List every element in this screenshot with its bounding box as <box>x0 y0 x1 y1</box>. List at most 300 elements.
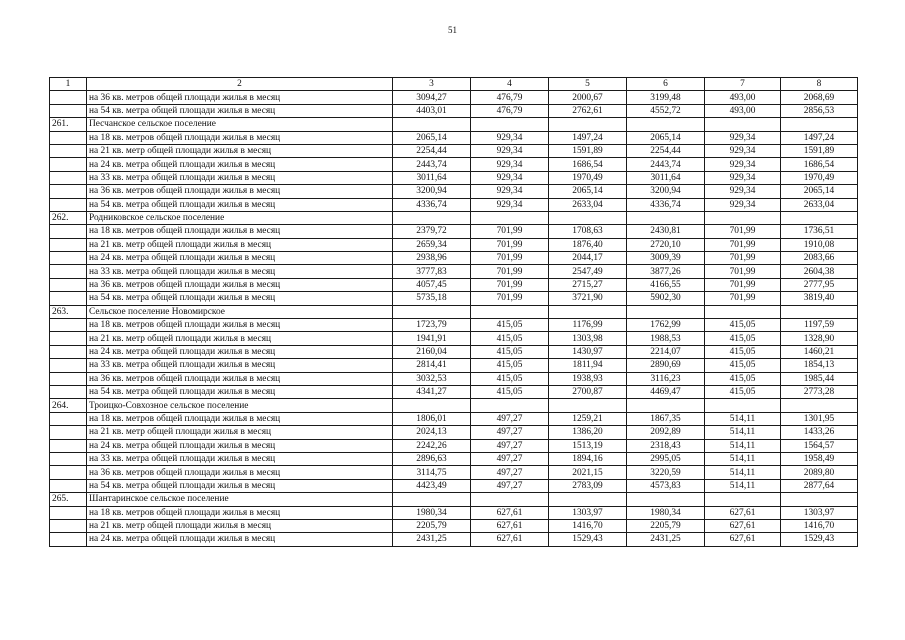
settlement-name: Сельское поселение Новомирское <box>87 305 393 318</box>
table-row <box>50 144 858 157</box>
value-cell-col-6: 4469,47 <box>627 385 705 398</box>
empty-cell <box>393 211 471 224</box>
area-description: на 24 кв. метра общей площади жилья в месяц <box>87 533 393 546</box>
value-cell-col-5: 1303,97 <box>549 506 627 519</box>
table-row <box>50 252 858 265</box>
area-description: на 36 кв. метров общей площади жилья в месяц <box>87 278 393 291</box>
value-cell-col-4: 415,05 <box>471 359 549 372</box>
empty-cell <box>549 493 627 506</box>
value-cell-col-7: 415,05 <box>705 372 781 385</box>
value-cell-col-3: 3011,64 <box>393 171 471 184</box>
empty-cell <box>50 345 87 358</box>
value-cell-col-6: 4552,72 <box>627 104 705 117</box>
table-header-row <box>50 78 858 91</box>
area-description: на 21 кв. метр общей площади жилья в месяц <box>87 144 393 157</box>
value-cell-col-3: 4423,49 <box>393 479 471 492</box>
value-cell-col-5: 1430,97 <box>549 345 627 358</box>
table-row <box>50 185 858 198</box>
table-row <box>50 158 858 171</box>
value-cell-col-7: 701,99 <box>705 265 781 278</box>
value-cell-col-4: 497,27 <box>471 479 549 492</box>
empty-cell <box>50 519 87 532</box>
empty-cell <box>50 144 87 157</box>
value-cell-col-4: 929,34 <box>471 185 549 198</box>
value-cell-col-4: 415,05 <box>471 319 549 332</box>
value-cell-col-6: 3009,39 <box>627 252 705 265</box>
area-description: на 54 кв. метра общей площади жилья в месяц <box>87 198 393 211</box>
empty-cell <box>50 278 87 291</box>
empty-cell <box>50 225 87 238</box>
empty-cell <box>50 158 87 171</box>
value-cell-col-3: 1980,34 <box>393 506 471 519</box>
empty-cell <box>471 493 549 506</box>
value-cell-col-6: 3877,26 <box>627 265 705 278</box>
area-description: на 24 кв. метра общей площади жилья в месяц <box>87 158 393 171</box>
value-cell-col-5: 2633,04 <box>549 198 627 211</box>
value-cell-col-7: 514,11 <box>705 466 781 479</box>
value-cell-col-3: 2254,44 <box>393 144 471 157</box>
value-cell-col-5: 2783,09 <box>549 479 627 492</box>
value-cell-col-3: 3032,53 <box>393 372 471 385</box>
area-description: на 21 кв. метр общей площади жилья в месяц <box>87 238 393 251</box>
value-cell-col-3: 2160,04 <box>393 345 471 358</box>
empty-cell <box>50 91 87 104</box>
area-description: на 24 кв. метра общей площади жилья в месяц <box>87 345 393 358</box>
table-row <box>50 225 858 238</box>
empty-cell <box>50 104 87 117</box>
table-row <box>50 238 858 251</box>
value-cell-col-3: 1941,91 <box>393 332 471 345</box>
empty-cell <box>471 305 549 318</box>
area-description: на 54 кв. метра общей площади жилья в месяц <box>87 385 393 398</box>
column-header-4: 4 <box>471 78 549 91</box>
empty-cell <box>471 118 549 131</box>
value-cell-col-4: 497,27 <box>471 439 549 452</box>
empty-cell <box>50 332 87 345</box>
table-row <box>50 533 858 546</box>
settlement-number: 264. <box>50 399 87 412</box>
value-cell-col-8: 1985,44 <box>781 372 858 385</box>
empty-cell <box>50 439 87 452</box>
value-cell-col-6: 2254,44 <box>627 144 705 157</box>
value-cell-col-4: 701,99 <box>471 278 549 291</box>
value-cell-col-3: 4403,01 <box>393 104 471 117</box>
value-cell-col-7: 701,99 <box>705 278 781 291</box>
empty-cell <box>50 466 87 479</box>
value-cell-col-5: 1176,99 <box>549 319 627 332</box>
settlement-row <box>50 118 858 131</box>
area-description: на 18 кв. метров общей площади жилья в месяц <box>87 225 393 238</box>
empty-cell <box>50 385 87 398</box>
value-cell-col-6: 4573,83 <box>627 479 705 492</box>
value-cell-col-5: 1529,43 <box>549 533 627 546</box>
area-description: на 18 кв. метров общей площади жилья в месяц <box>87 319 393 332</box>
value-cell-col-7: 514,11 <box>705 452 781 465</box>
value-cell-col-8: 2856,53 <box>781 104 858 117</box>
value-cell-col-8: 1433,26 <box>781 426 858 439</box>
settlement-name: Шантаринское сельское поселение <box>87 493 393 506</box>
area-description: на 33 кв. метра общей площади жилья в месяц <box>87 265 393 278</box>
area-description: на 54 кв. метра общей площади жилья в месяц <box>87 104 393 117</box>
value-cell-col-6: 1762,99 <box>627 319 705 332</box>
empty-cell <box>50 533 87 546</box>
value-cell-col-6: 2431,25 <box>627 533 705 546</box>
table-row <box>50 91 858 104</box>
empty-cell <box>705 211 781 224</box>
settlement-number: 263. <box>50 305 87 318</box>
tariff-table <box>49 77 858 547</box>
value-cell-col-7: 514,11 <box>705 479 781 492</box>
value-cell-col-4: 497,27 <box>471 466 549 479</box>
empty-cell <box>50 171 87 184</box>
value-cell-col-8: 1529,43 <box>781 533 858 546</box>
value-cell-col-6: 1988,53 <box>627 332 705 345</box>
value-cell-col-6: 3220,59 <box>627 466 705 479</box>
table-row <box>50 412 858 425</box>
table-body <box>50 78 858 547</box>
empty-cell <box>549 305 627 318</box>
settlement-name: Троицко-Совхозное сельское поселение <box>87 399 393 412</box>
empty-cell <box>781 211 858 224</box>
value-cell-col-4: 497,27 <box>471 412 549 425</box>
value-cell-col-5: 1416,70 <box>549 519 627 532</box>
column-header-3: 3 <box>393 78 471 91</box>
value-cell-col-7: 929,34 <box>705 144 781 157</box>
area-description: на 33 кв. метра общей площади жилья в месяц <box>87 452 393 465</box>
table-row <box>50 426 858 439</box>
empty-cell <box>781 118 858 131</box>
value-cell-col-5: 1686,54 <box>549 158 627 171</box>
value-cell-col-5: 1497,24 <box>549 131 627 144</box>
empty-cell <box>393 305 471 318</box>
value-cell-col-3: 2431,25 <box>393 533 471 546</box>
value-cell-col-4: 701,99 <box>471 265 549 278</box>
value-cell-col-3: 2659,34 <box>393 238 471 251</box>
value-cell-col-8: 1303,97 <box>781 506 858 519</box>
empty-cell <box>705 305 781 318</box>
value-cell-col-8: 1564,57 <box>781 439 858 452</box>
area-description: на 36 кв. метров общей площади жилья в месяц <box>87 372 393 385</box>
empty-cell <box>50 479 87 492</box>
table-row <box>50 292 858 305</box>
value-cell-col-7: 701,99 <box>705 292 781 305</box>
value-cell-col-7: 493,00 <box>705 104 781 117</box>
column-header-1: 1 <box>50 78 87 91</box>
value-cell-col-5: 2000,67 <box>549 91 627 104</box>
value-cell-col-7: 415,05 <box>705 319 781 332</box>
empty-cell <box>393 399 471 412</box>
column-header-7: 7 <box>705 78 781 91</box>
area-description: на 36 кв. метров общей площади жилья в месяц <box>87 185 393 198</box>
settlement-number: 261. <box>50 118 87 131</box>
area-description: на 24 кв. метра общей площади жилья в месяц <box>87 439 393 452</box>
value-cell-col-7: 701,99 <box>705 225 781 238</box>
value-cell-col-4: 627,61 <box>471 519 549 532</box>
value-cell-col-3: 2443,74 <box>393 158 471 171</box>
empty-cell <box>50 426 87 439</box>
value-cell-col-7: 514,11 <box>705 439 781 452</box>
empty-cell <box>50 185 87 198</box>
value-cell-col-5: 1938,93 <box>549 372 627 385</box>
value-cell-col-7: 514,11 <box>705 412 781 425</box>
value-cell-col-5: 1513,19 <box>549 439 627 452</box>
value-cell-col-6: 4336,74 <box>627 198 705 211</box>
value-cell-col-7: 701,99 <box>705 252 781 265</box>
value-cell-col-5: 2547,49 <box>549 265 627 278</box>
value-cell-col-8: 1854,13 <box>781 359 858 372</box>
column-header-2: 2 <box>87 78 393 91</box>
value-cell-col-8: 1301,95 <box>781 412 858 425</box>
value-cell-col-4: 929,34 <box>471 158 549 171</box>
value-cell-col-5: 1303,98 <box>549 332 627 345</box>
value-cell-col-7: 493,00 <box>705 91 781 104</box>
table-row <box>50 104 858 117</box>
value-cell-col-8: 1686,54 <box>781 158 858 171</box>
table-row <box>50 265 858 278</box>
value-cell-col-5: 2021,15 <box>549 466 627 479</box>
value-cell-col-7: 627,61 <box>705 519 781 532</box>
empty-cell <box>627 118 705 131</box>
value-cell-col-6: 2720,10 <box>627 238 705 251</box>
value-cell-col-3: 1806,01 <box>393 412 471 425</box>
value-cell-col-8: 2877,64 <box>781 479 858 492</box>
empty-cell <box>549 399 627 412</box>
table-row <box>50 332 858 345</box>
value-cell-col-8: 2065,14 <box>781 185 858 198</box>
value-cell-col-7: 415,05 <box>705 345 781 358</box>
value-cell-col-8: 1197,59 <box>781 319 858 332</box>
value-cell-col-5: 1970,49 <box>549 171 627 184</box>
value-cell-col-7: 701,99 <box>705 238 781 251</box>
area-description: на 33 кв. метра общей площади жилья в месяц <box>87 171 393 184</box>
value-cell-col-5: 1259,21 <box>549 412 627 425</box>
value-cell-col-8: 2773,28 <box>781 385 858 398</box>
value-cell-col-4: 476,79 <box>471 91 549 104</box>
value-cell-col-7: 929,34 <box>705 198 781 211</box>
table-row <box>50 278 858 291</box>
table-row <box>50 385 858 398</box>
page-number: 51 <box>448 25 457 35</box>
value-cell-col-4: 929,34 <box>471 131 549 144</box>
value-cell-col-6: 2890,69 <box>627 359 705 372</box>
value-cell-col-6: 2065,14 <box>627 131 705 144</box>
value-cell-col-6: 2995,05 <box>627 452 705 465</box>
empty-cell <box>627 211 705 224</box>
value-cell-col-3: 3114,75 <box>393 466 471 479</box>
value-cell-col-3: 2242,26 <box>393 439 471 452</box>
settlement-number: 262. <box>50 211 87 224</box>
empty-cell <box>627 399 705 412</box>
area-description: на 21 кв. метр общей площади жилья в месяц <box>87 519 393 532</box>
value-cell-col-5: 1386,20 <box>549 426 627 439</box>
value-cell-col-5: 2700,87 <box>549 385 627 398</box>
settlement-row <box>50 493 858 506</box>
value-cell-col-3: 2065,14 <box>393 131 471 144</box>
value-cell-col-4: 929,34 <box>471 198 549 211</box>
value-cell-col-5: 1876,40 <box>549 238 627 251</box>
value-cell-col-8: 1328,90 <box>781 332 858 345</box>
value-cell-col-4: 415,05 <box>471 372 549 385</box>
empty-cell <box>393 118 471 131</box>
value-cell-col-4: 497,27 <box>471 426 549 439</box>
value-cell-col-4: 701,99 <box>471 292 549 305</box>
value-cell-col-6: 1867,35 <box>627 412 705 425</box>
value-cell-col-3: 3200,94 <box>393 185 471 198</box>
value-cell-col-7: 415,05 <box>705 359 781 372</box>
table-row <box>50 506 858 519</box>
table-row <box>50 319 858 332</box>
value-cell-col-6: 2318,43 <box>627 439 705 452</box>
value-cell-col-8: 1958,49 <box>781 452 858 465</box>
value-cell-col-4: 701,99 <box>471 252 549 265</box>
value-cell-col-3: 4336,74 <box>393 198 471 211</box>
empty-cell <box>50 292 87 305</box>
empty-cell <box>50 238 87 251</box>
value-cell-col-5: 2762,61 <box>549 104 627 117</box>
empty-cell <box>627 305 705 318</box>
empty-cell <box>50 359 87 372</box>
empty-cell <box>50 412 87 425</box>
empty-cell <box>781 493 858 506</box>
value-cell-col-5: 1894,16 <box>549 452 627 465</box>
empty-cell <box>50 198 87 211</box>
value-cell-col-4: 415,05 <box>471 385 549 398</box>
value-cell-col-4: 627,61 <box>471 506 549 519</box>
empty-cell <box>50 506 87 519</box>
value-cell-col-3: 4057,45 <box>393 278 471 291</box>
value-cell-col-7: 929,34 <box>705 171 781 184</box>
value-cell-col-7: 415,05 <box>705 332 781 345</box>
area-description: на 54 кв. метра общей площади жилья в месяц <box>87 292 393 305</box>
empty-cell <box>705 493 781 506</box>
value-cell-col-6: 3011,64 <box>627 171 705 184</box>
value-cell-col-6: 1980,34 <box>627 506 705 519</box>
empty-cell <box>50 452 87 465</box>
value-cell-col-4: 929,34 <box>471 171 549 184</box>
value-cell-col-8: 1736,51 <box>781 225 858 238</box>
area-description: на 54 кв. метра общей площади жилья в месяц <box>87 479 393 492</box>
empty-cell <box>705 399 781 412</box>
value-cell-col-3: 5735,18 <box>393 292 471 305</box>
settlement-row <box>50 305 858 318</box>
value-cell-col-6: 4166,55 <box>627 278 705 291</box>
table-row <box>50 452 858 465</box>
empty-cell <box>50 252 87 265</box>
value-cell-col-3: 2896,63 <box>393 452 471 465</box>
table-row <box>50 359 858 372</box>
value-cell-col-6: 3199,48 <box>627 91 705 104</box>
value-cell-col-4: 627,61 <box>471 533 549 546</box>
column-header-8: 8 <box>781 78 858 91</box>
settlement-name: Песчанское сельское поселение <box>87 118 393 131</box>
settlement-number: 265. <box>50 493 87 506</box>
empty-cell <box>471 211 549 224</box>
settlement-name: Родниковское сельское поселение <box>87 211 393 224</box>
area-description: на 36 кв. метров общей площади жилья в месяц <box>87 466 393 479</box>
empty-cell <box>549 118 627 131</box>
value-cell-col-4: 701,99 <box>471 238 549 251</box>
area-description: на 18 кв. метров общей площади жилья в месяц <box>87 131 393 144</box>
value-cell-col-4: 929,34 <box>471 144 549 157</box>
empty-cell <box>705 118 781 131</box>
value-cell-col-8: 1591,89 <box>781 144 858 157</box>
value-cell-col-8: 1416,70 <box>781 519 858 532</box>
value-cell-col-8: 1497,24 <box>781 131 858 144</box>
value-cell-col-6: 2443,74 <box>627 158 705 171</box>
settlement-row <box>50 211 858 224</box>
value-cell-col-8: 1910,08 <box>781 238 858 251</box>
value-cell-col-5: 2044,17 <box>549 252 627 265</box>
value-cell-col-4: 415,05 <box>471 345 549 358</box>
area-description: на 33 кв. метра общей площади жилья в месяц <box>87 359 393 372</box>
value-cell-col-7: 929,34 <box>705 185 781 198</box>
value-cell-col-3: 2205,79 <box>393 519 471 532</box>
table-row <box>50 466 858 479</box>
value-cell-col-7: 929,34 <box>705 158 781 171</box>
value-cell-col-8: 2089,80 <box>781 466 858 479</box>
value-cell-col-8: 2633,04 <box>781 198 858 211</box>
value-cell-col-6: 2205,79 <box>627 519 705 532</box>
area-description: на 36 кв. метров общей площади жилья в месяц <box>87 91 393 104</box>
value-cell-col-3: 3094,27 <box>393 91 471 104</box>
table-row <box>50 519 858 532</box>
settlement-row <box>50 399 858 412</box>
value-cell-col-5: 2065,14 <box>549 185 627 198</box>
value-cell-col-8: 2083,66 <box>781 252 858 265</box>
empty-cell <box>781 305 858 318</box>
value-cell-col-6: 3200,94 <box>627 185 705 198</box>
value-cell-col-3: 1723,79 <box>393 319 471 332</box>
value-cell-col-4: 497,27 <box>471 452 549 465</box>
value-cell-col-5: 1811,94 <box>549 359 627 372</box>
value-cell-col-3: 2814,41 <box>393 359 471 372</box>
value-cell-col-3: 2379,72 <box>393 225 471 238</box>
value-cell-col-4: 701,99 <box>471 225 549 238</box>
empty-cell <box>50 319 87 332</box>
value-cell-col-8: 3819,40 <box>781 292 858 305</box>
value-cell-col-3: 2938,96 <box>393 252 471 265</box>
value-cell-col-3: 2024,13 <box>393 426 471 439</box>
value-cell-col-5: 3721,90 <box>549 292 627 305</box>
value-cell-col-6: 2214,07 <box>627 345 705 358</box>
value-cell-col-3: 4341,27 <box>393 385 471 398</box>
value-cell-col-3: 3777,83 <box>393 265 471 278</box>
table-row <box>50 479 858 492</box>
table-row <box>50 345 858 358</box>
empty-cell <box>50 372 87 385</box>
value-cell-col-8: 2604,38 <box>781 265 858 278</box>
table-row <box>50 131 858 144</box>
value-cell-col-8: 2068,69 <box>781 91 858 104</box>
value-cell-col-4: 476,79 <box>471 104 549 117</box>
value-cell-col-6: 2430,81 <box>627 225 705 238</box>
empty-cell <box>393 493 471 506</box>
value-cell-col-7: 929,34 <box>705 131 781 144</box>
empty-cell <box>50 131 87 144</box>
value-cell-col-5: 2715,27 <box>549 278 627 291</box>
value-cell-col-7: 415,05 <box>705 385 781 398</box>
value-cell-col-8: 1460,21 <box>781 345 858 358</box>
value-cell-col-6: 5902,30 <box>627 292 705 305</box>
table-row <box>50 439 858 452</box>
empty-cell <box>781 399 858 412</box>
empty-cell <box>50 265 87 278</box>
value-cell-col-7: 514,11 <box>705 426 781 439</box>
value-cell-col-8: 2777,95 <box>781 278 858 291</box>
value-cell-col-5: 1708,63 <box>549 225 627 238</box>
value-cell-col-6: 2092,89 <box>627 426 705 439</box>
area-description: на 24 кв. метра общей площади жилья в месяц <box>87 252 393 265</box>
